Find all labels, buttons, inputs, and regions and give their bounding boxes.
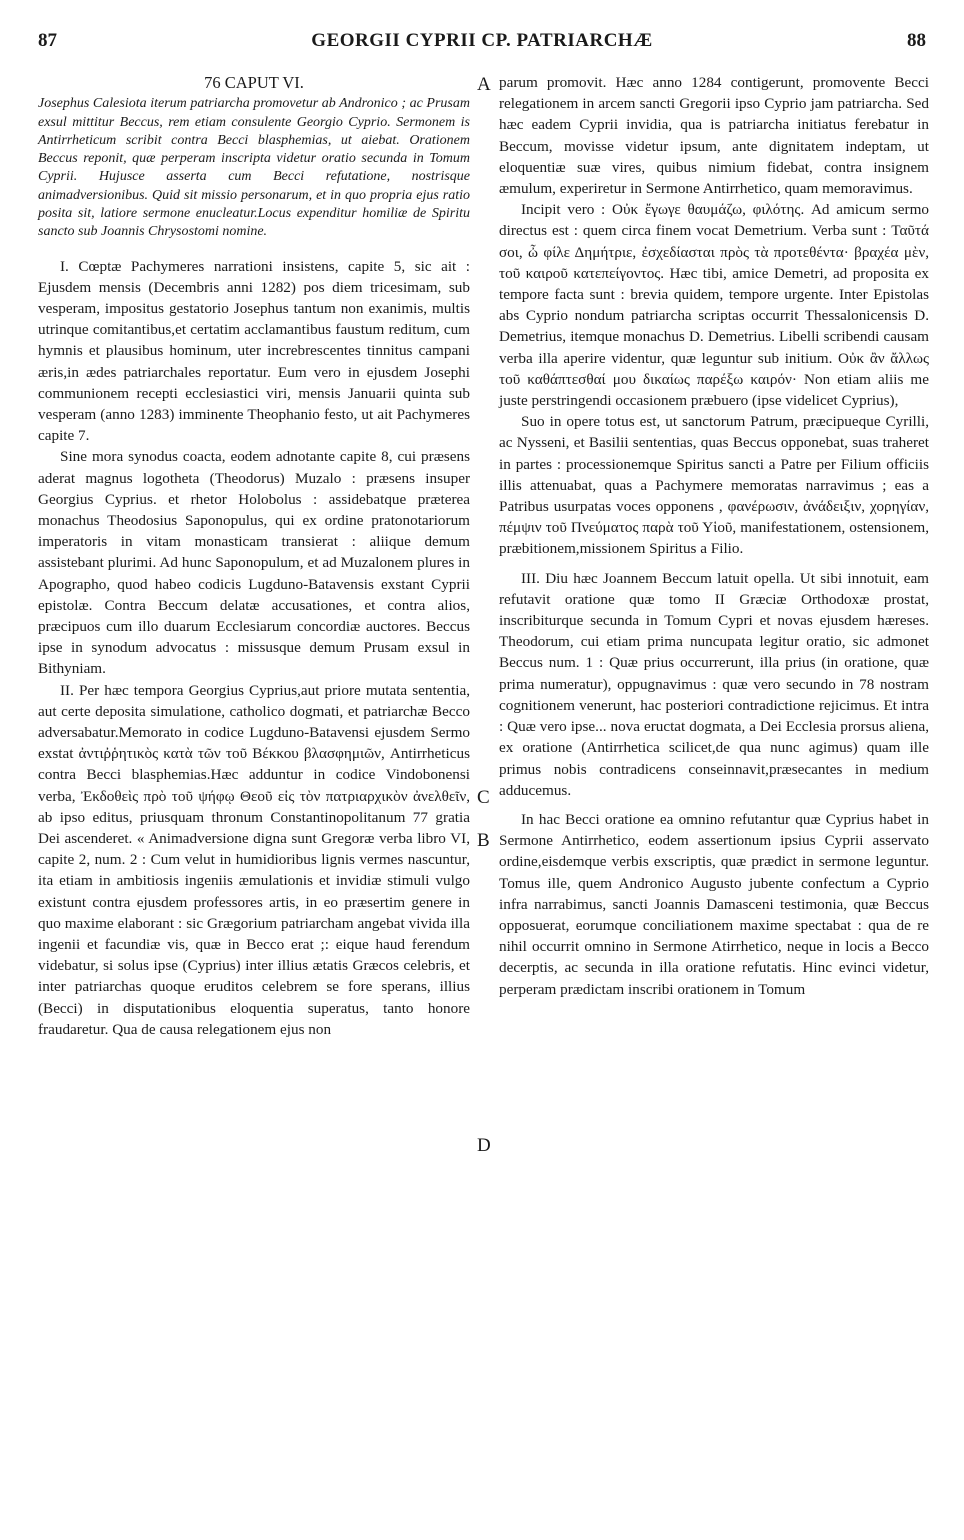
right-paragraph-5: In hac Becci oratione ea omnino refutantur quæ Cyprius habet in Sermone Antirrhetico, eodem assertionum ipsius Cyprii asservato ordine,eisdemque verbis exscriptis, quæ prædict in sermone leguntur. Tomus ille, quem Andronico Augusto jubente confectum a Cyprio infra narrabimus, sancti Joannis Damasceni testimonia, quæ Beccus opposuerat, eorumque conciliationem maxime spectabat : qua de re nihil occurrit omnino in Sermone Atirrhetico, neque in locis a Becco decerptis, ac secunda in illa oratione refutatis. Hinc evinci videtur, perperam prædictam inscribi orationem in Tomum [499,810,929,998]
paragraph-1: I. Cœptæ Pachymeres narrationi insistens, capite 5, sic ait : Ejusdem mensis (Decembris anni 1282) pos diem tricesimam, sub vesperam, impositus gestatorio Josephus tantum non exanimis, multis utrinque comitantibus,et certatim acclamantibus faustum reditum, cum hymnis et plausibus hominum, uter increbrescentes tinnitus campani æris,in ædes patriarchales reportatur. Eum vero in ejusdem Josephi communionem recepti ecclesiastici viri, mensis Januarii quinta sub vesperam (anno 1283) imminente Theophanio festo, ut ait Pachymeres capite 7. [38,257,470,445]
page-header [38,30,926,60]
chapter-summary: Josephus Calesiota iterum patriarcha promovetur ab Andronico ; ac Prusam exsul mittitur Beccus, rem etiam consulente Georgio Cyprio. Sermonem is Antirrheticum scribit contra Becci blasphemias, ut aiebat. Orationem Beccus reponit, quæ perperam inscripta videtur oratio secunda in Tomum Cyprii. Hujusce asserta cum Becci refutatione, nostrisque animadversionibus. Quid sit missio personarum, et in quo propria ejus ratio posita sit, latiore sermone enucleatur.Locus expenditur homiliæ de Spiritu sancto sub Joannis Chrysostomi nomine. [38,96,470,240]
paragraph-3: II. Per hæc tempora Georgius Cyprius,aut priore mutata sententia, aut certe deposita simulatione, catholico dogmati, et patriarchæ Becco adversabatur.Memorato in codice Lugduno-Batavensi ejusdem Sermo exstat ἀντιῤῥητικὸς κατὰ τῶν τοῦ Βέκκου βλασφημιῶν, Antirrheticus contra Becci blasphemias.Hæc adduntur in codice Vindobonensi verba, Ἐκδοθεὶς πρὸ τοῦ ψήφῳ Θεοῦ εἰς τὸν πατριαρχικὸν ἀνελθεῖν, ab ipso editus, priusquam thronum Constantinopolitanum 77 gratia Dei ascenderet. « Animadversione digna sunt Gregoræ verba libro VI, capite 2, num. 2 : Cum velut in humidioribus lignis vermes nascuntur, ita etiam in ambitiosis ingeniis æmulationis et invidiæ stimuli vulgo existunt contra ejusdem professores artis, in eo præsertim genere in quo maxime elaborant : sic Grægorium patriarcham angebat vivida illa ingenii et facundiæ vis, quæ in Becco erat ;: eique haud ferendum videbatur, si solus ipse (Cyprius) inter illius ætatis Græcos celebris, et inter patriarchas quoque eruditos celebrem se fore sperans, illius (Becci) in disputationibus eloquentia superatus, tanto honore fraudaretur. Qua de causa relegationem ejus non [38,681,470,1038]
margin-marker-d: D [477,1135,491,1156]
left-column [38,72,470,1040]
right-column [499,72,929,1000]
margin-marker-a: A [477,74,491,95]
right-paragraph-4: III. Diu hæc Joannem Beccum latuit opella. Ut sibi innotuit, eam refutavit oratione quæ tomo II Græciæ Orthodoxæ prostat, inscribiturque secunda in Tomum Cypri et novas ejusdem hæreses. Theodorum, cui etiam prima nuncupata legitur oratio, sic admonet Beccus num. 1 : Quæ prius occurrerunt, illa prius (in oratione, quæ prima numeratur), oppugnavimus : quæ vero secundo in 78 nostram cognitionem venerunt, hac posteriori contradictione rejicimus. Et intra : Quæ vero ipse... nova eructat dogmata, a Dei Ecclesia prorsus aliena, ex oratione (Antirrhetica scilicet,de qua nunc agimus) quam ille primus nobis contradicens conseinnavit,præsecantes in medium adducemus. [499,569,929,799]
margin-marker-b: B [477,830,490,851]
page-number-right: 88 [907,30,926,51]
right-paragraph-2: Incipit vero : Οὐκ ἔγωγε θαυμάζω, φιλότης. Ad amicum sermo directus est : quem circa finem vocat Demetrium. Verba sunt : Ταῦτά σοι, ὦ φίλε Δημήτριε, ἐσχεδίασται πρὸς τὰ προτεθέντα· βραχέα μὲν, τοῦ καιροῦ κατεπείγοντος. Hæc tibi, amice Demetri, ad proposita ex tempore facta sunt : brevia quidem, tempore urgente. Inter Epistolas abs Cyprio nondum patriarcha scriptas occurrit Thessalonicensis D. Demetrius, itemque monachus D. Demetrius. Libelli scribendi causam verba illa aperire videntur, quæ leguntur sub initium. Οὐκ ἂν ἄλλως τοῦ καθάπτεσθαί μου δικαίως παρέξω καιρόν· Non etiam aliis me juste perstringendi occasionem præbuero (ipse videlicet Cyprius), [499,201,929,410]
running-title: GEORGII CYPRII CP. PATRIARCHÆ [311,30,653,51]
page-number-left: 87 [38,30,57,51]
paragraph-2: Sine mora synodus coacta, eodem adnotante capite 8, cui præsens aderat magnus logotheta (Theodorus) Muzalo : præsens insuper Georgius Cyprius. et rhetor Holobolus : assidebatque præterea monachus Theodosius Saponopulus, qui ex ordine pratonotariorum imperatoris in vitam monasticam transierat : aliique demum assistebant plurimi. Ad hunc Saponopulum, et ad Muzalonem plures in Apographo, quod habeo codicis Lugduno-Batavensis exstant Cyprii epistolæ. Contra Beccum delatæ accusationes, et contra alios, præcipuos cum illo duarum Ecclesiarum concordiæ auctores. Beccus ipse in synodum advocatus : missusque demum Prusam exsul in Bithyniam. [38,448,470,678]
chapter-heading: 76 CAPUT VI. [204,73,304,92]
margin-marker-c: C [477,787,490,808]
right-paragraph-3: Suo in opere totus est, ut sanctorum Patrum, præcipueque Cyrilli, ac Nysseni, et Basilii sententias, quas Beccus opponebat, suas traheret in partes : processionemque Spiritus sancti a Patre per Filium officiis illis attenuabat, quas a Pachymere memoratas narravimus ; eas a Patribus usurpatas voces opponens , φανέρωσιν, ἀνάδειξιν, χορηγίαν, πέμψιν τοῦ Πνεύματος παρὰ τοῦ Υἱοῦ, manifestationem, ostensionem, præbitionem,missionem Spiritus a Filio. [499,413,929,558]
right-paragraph-1: parum promovit. Hæc anno 1284 contigerunt, promovente Becci relegationem in arcem sancti Gregorii ipso Cyprio jam patriarcha. Sed hæc eadem Cyprii invidia, qua is patriarcha initiatus ferebatur in Beccum, movisse videtur ipsum, ante dignitatem indeptam, ut eloquentiæ suæ vires, quibus nimium fidebat, contra insignem æmulum, experiretur in Sermone Antirrhetico, quam memoravimus. [499,74,929,198]
